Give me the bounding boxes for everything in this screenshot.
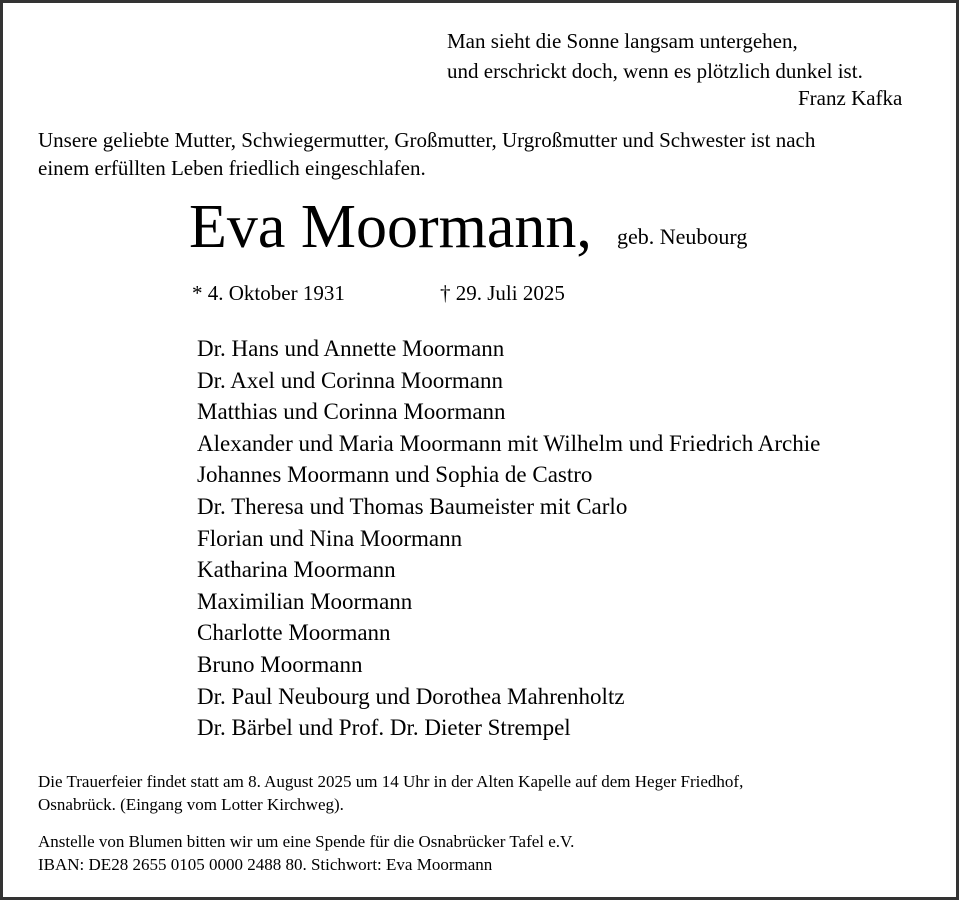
service-line: Osnabrück. (Eingang vom Lotter Kirchweg).: [38, 795, 344, 814]
mourner-entry: Katharina Moormann: [197, 557, 396, 583]
mourner-entry: Johannes Moormann und Sophia de Castro: [197, 462, 593, 488]
death-date: † 29. Juli 2025: [440, 281, 565, 305]
donation-notice: [38, 830, 574, 876]
maiden-name: geb. Neubourg: [617, 224, 748, 249]
service-line: Die Trauerfeier findet statt am 8. August 2025 um 14 Uhr in der Alten Kapelle auf dem Heger Friedhof,: [38, 772, 744, 791]
mourner-entry: Alexander und Maria Moormann mit Wilhelm und Friedrich Archie: [197, 430, 821, 456]
funeral-service-notice: [38, 770, 743, 816]
intro-line: einem erfüllten Leben friedlich eingeschlafen.: [38, 156, 426, 180]
intro-line: Unsere geliebte Mutter, Schwiegermutter, Großmutter, Urgroßmutter und Schwester ist nach: [38, 128, 816, 152]
deceased-name: Eva Moormann,: [189, 193, 592, 261]
mourner-entry: Dr. Axel und Corinna Moormann: [197, 367, 503, 393]
mourner-entry: Maximilian Moormann: [197, 588, 413, 614]
quote-line: Man sieht die Sonne langsam untergehen,: [447, 29, 798, 53]
kafka-quote: [447, 26, 863, 86]
quote-line: und erschrickt doch, wenn es plötzlich dunkel ist.: [447, 59, 863, 83]
mourner-entry: Dr. Hans und Annette Moormann: [197, 336, 505, 361]
intro-text: [38, 126, 815, 182]
mourner-entry: Dr. Theresa und Thomas Baumeister mit Carlo: [197, 493, 628, 519]
mourner-entry: Florian und Nina Moormann: [197, 525, 463, 551]
mourner-entry: Matthias und Corinna Moormann: [197, 399, 506, 425]
birth-date: * 4. Oktober 1931: [192, 281, 345, 305]
mourner-entry: Dr. Bärbel und Prof. Dr. Dieter Strempel: [197, 715, 571, 741]
mourner-entry: Dr. Paul Neubourg und Dorothea Mahrenholtz: [197, 683, 625, 709]
mourner-entry: Charlotte Moormann: [197, 620, 391, 646]
quote-author: Franz Kafka: [798, 86, 903, 110]
mourners-list: [197, 333, 820, 744]
donation-line: Anstelle von Blumen bitten wir um eine Spende für die Osnabrücker Tafel e.V.: [38, 832, 575, 851]
donation-line: IBAN: DE28 2655 0105 0000 2488 80. Stichwort: Eva Moormann: [38, 855, 493, 874]
mourner-entry: Bruno Moormann: [197, 651, 363, 677]
